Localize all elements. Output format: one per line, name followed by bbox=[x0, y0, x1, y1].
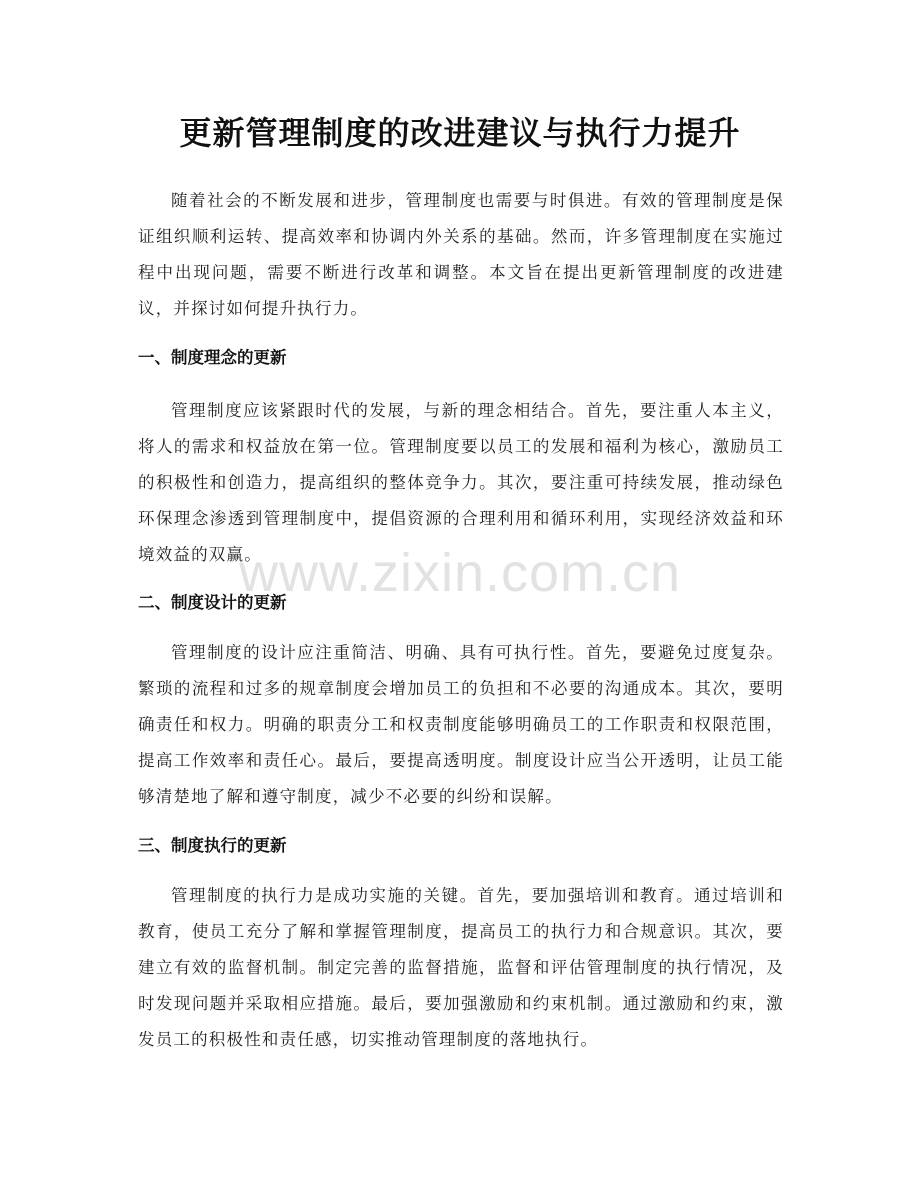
section-heading-1: 一、制度理念的更新 bbox=[138, 348, 287, 367]
section-body-2: 管理制度的设计应注重简洁、明确、具有可执行性。首先，要避免过度复杂。繁琐的流程和过多的规章制度会增加员工的负担和不必要的沟通成本。其次，要明确责任和权力。明确的职责分工和权责制度能够明确员工的工作职责和权限范围，提高工作效率和责任心。最后，要提高透明度。制度设计应当公开透明，让员工能够清楚地了解和遵守制度，减少不必要的纠纷和误解。 bbox=[138, 643, 784, 806]
section-heading-3: 三、制度执行的更新 bbox=[138, 836, 287, 855]
section-body-1: 管理制度应该紧跟时代的发展，与新的理念相结合。首先，要注重人本主义，将人的需求和权益放在第一位。管理制度要以员工的发展和福利为核心，激励员工的积极性和创造力，提高组织的整体竞争力。其次，要注重可持续发展，推动绿色环保理念渗透到管理制度中，提倡资源的合理利用和循环利用，实现经济效益和环境效益的双赢。 bbox=[138, 401, 784, 564]
section-heading-2: 二、制度设计的更新 bbox=[138, 593, 287, 612]
section-body-3: 管理制度的执行力是成功实施的关键。首先，要加强培训和教育。通过培训和教育，使员工充分了解和掌握管理制度，提高员工的执行力和合规意识。其次，要建立有效的监督机制。制定完善的监督措施，监督和评估管理制度的执行情况，及时发现问题并采取相应措施。最后，要加强激励和约束机制。通过激励和约束，激发员工的积极性和责任感，切实推动管理制度的落地执行。 bbox=[138, 886, 784, 1049]
watermark: www.zixin.com.cn bbox=[238, 543, 682, 603]
intro-paragraph: 随着社会的不断发展和进步，管理制度也需要与时俱进。有效的管理制度是保证组织顺利运转、提高效率和协调内外关系的基础。然而，许多管理制度在实施过程中出现问题，需要不断进行改革和调整。本文旨在提出更新管理制度的改进建议，并探讨如何提升执行力。 bbox=[138, 191, 784, 318]
document-title: 更新管理制度的改进建议与执行力提升 bbox=[179, 114, 741, 152]
